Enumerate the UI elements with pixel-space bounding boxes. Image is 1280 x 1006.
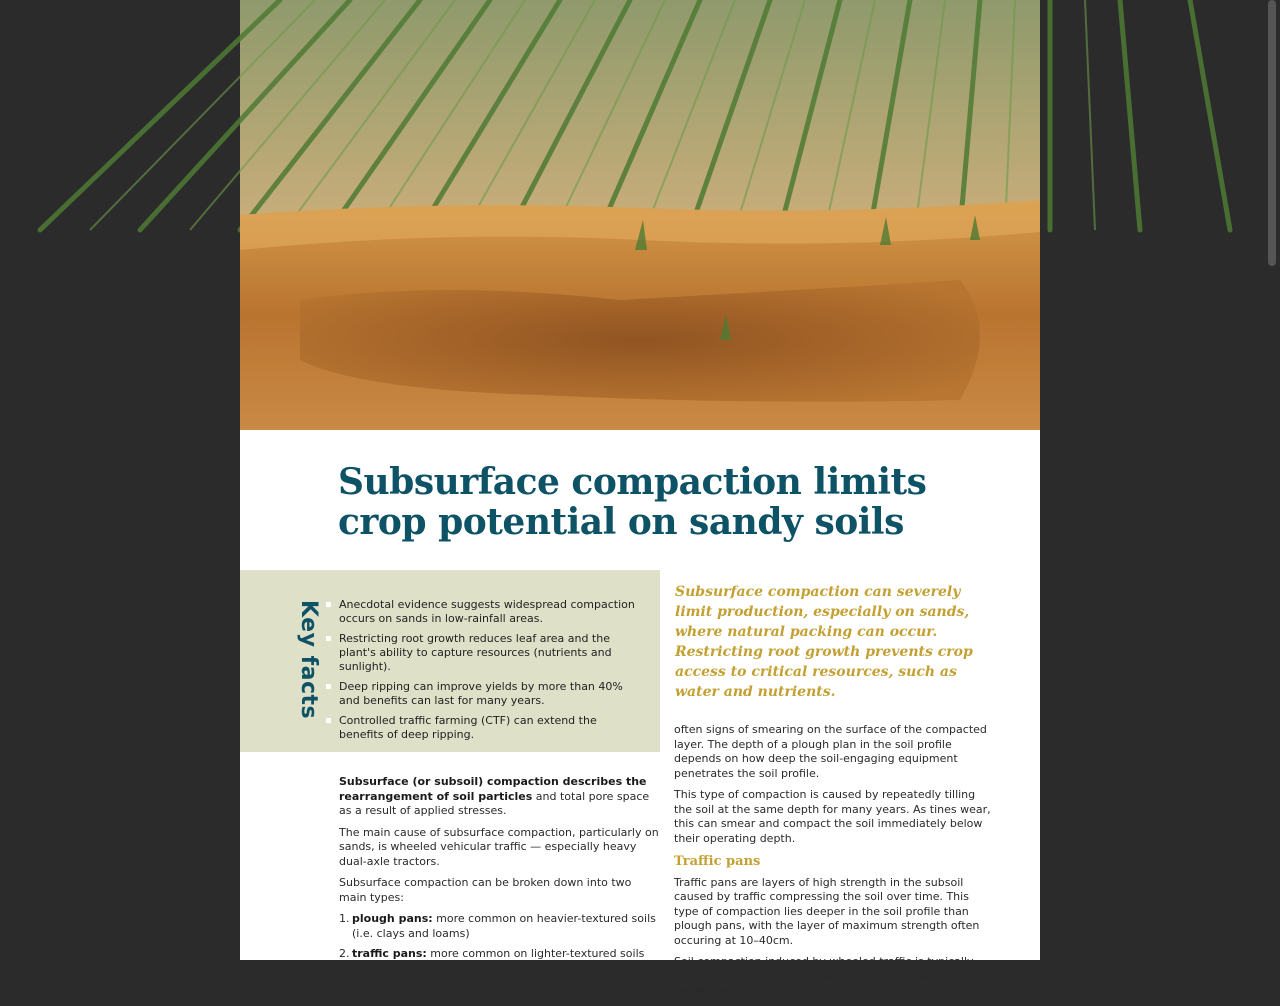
term-desc: more common on lighter-textured soils [426,947,645,960]
title-line-2: crop potential on sandy soils [338,501,904,543]
paragraph: Subsurface compaction can be broken down into two main types: [339,876,632,904]
list-item [326,714,644,742]
body-column-right [674,723,996,1006]
square-bullet-icon [326,684,331,689]
term: plough pans: [352,912,433,925]
term: traffic pans: [352,947,427,960]
paragraph [339,775,661,819]
list-number: 1. [339,912,350,925]
key-fact-text: Controlled traffic farming (CTF) can extend the benefits of deep ripping. [339,714,597,741]
document-page [240,0,1040,997]
intro-pull-quote: Subsurface compaction can severely limit production, especially on sands, where natural packing can occur. Restricting root growth prevents crop access to critical resources, such as water and nutrients. [675,584,973,700]
square-bullet-icon [326,602,331,607]
paragraph: Traffic pans are layers of high strength in the subsoil caused by traffic compressing the soil over time. This type of compaction lies deeper in the soil profile than plough pans, with the layer of maximum strength often occuring at 10–40cm. [674,875,980,947]
term-desc: more common on heavier-textured soils (i.e. clays and loams) [352,912,656,940]
list-number: 2. [339,947,350,960]
paragraph-rest: and total pore space as a result of applied stresses. [339,789,650,817]
list-item [339,947,661,962]
paragraph: often signs of smearing on the surface of the compacted layer. The depth of a plough plan in the soil profile depends on how deep the soil-engaging equipment penetrates the soil profile. [674,723,987,780]
bold-lead: Subsurface (or subsoil) compaction describes the rearrangement of soil particles [339,775,647,803]
paragraph: This type of compaction is caused by repeatedly tilling the soil at the same depth for many years. As tines wear, this can smear and compact the soil immediately below their operating depth. [674,788,991,845]
key-fact-text: Anecdotal evidence suggests widespread compaction occurs on sands in low-rainfall areas. [339,598,635,625]
list-item [326,680,644,708]
list-item [326,632,644,674]
page-title [338,462,958,542]
key-fact-text: Deep ripping can improve yields by more than 40% and benefits can last for many years. [339,680,623,707]
scrollbar[interactable] [1268,0,1276,266]
paragraph: The main cause of subsurface compaction, particularly on sands, is wheeled vehicular traffic — especially heavy dual-axle tractors. [339,825,659,868]
list-item [339,912,661,941]
compaction-types-list [339,912,661,962]
paragraph: Soil compaction induced by wheeled traffic is typically apparent at around 15cm below the soil surface, but can be deeper in sandy soils. [674,955,988,997]
section-heading: Traffic pans [674,854,761,869]
key-facts-label: Key facts [296,600,321,720]
square-bullet-icon [326,718,331,723]
list-item [326,598,644,626]
body-column-left [339,775,661,968]
key-fact-text: Restricting root growth reduces leaf area and the plant's ability to capture resources (nutrients and sunlight). [339,632,612,673]
square-bullet-icon [326,636,331,641]
key-facts-list [326,598,644,748]
title-line-1: Subsurface compaction limits [338,461,927,503]
hero-photo [240,0,1040,430]
